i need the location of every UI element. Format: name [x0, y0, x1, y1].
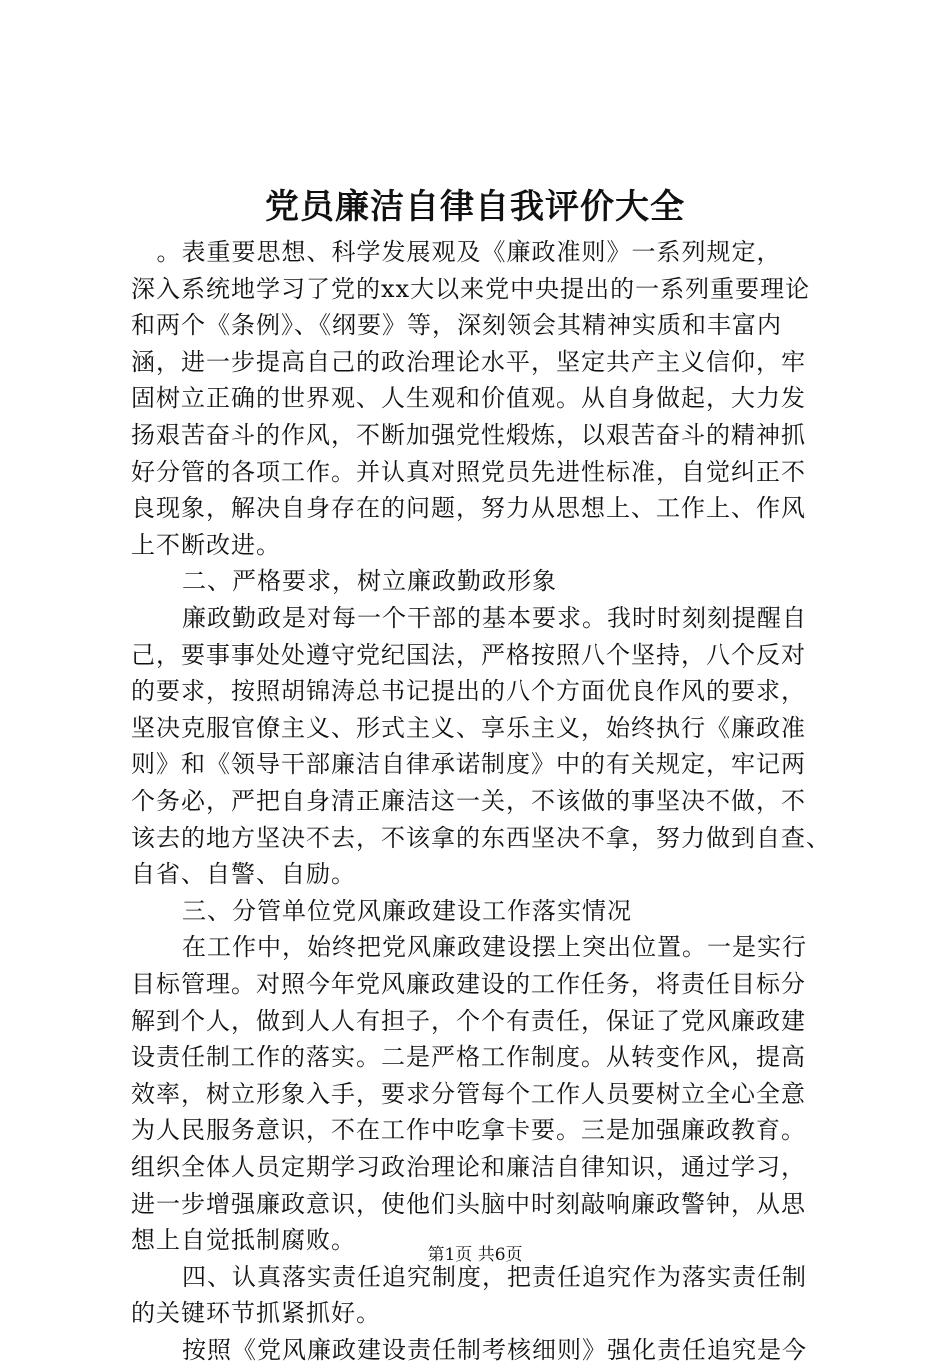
paragraph-line: 上不断改进。	[131, 530, 281, 559]
paragraph-line: 坚决克服官僚主义、形式主义、享乐主义，始终执行《廉政准	[131, 713, 806, 742]
paragraph-line: 好分管的各项工作。并认真对照党员先进性标准，自觉纠正不	[131, 457, 806, 486]
paragraph-line: 的要求，按照胡锦涛总书记提出的八个方面优良作风的要求，	[131, 677, 806, 706]
paragraph-line: 深入系统地学习了党的xx大以来党中央提出的一系列重要理论	[131, 274, 811, 303]
paragraph-line: 二、严格要求，树立廉政勤政形象	[182, 567, 557, 596]
paragraph-line: 设责任制工作的落实。二是严格工作制度。从转变作风，提高	[131, 1043, 806, 1072]
paragraph-line: 效率，树立形象入手，要求分管每个工作人员要树立全心全意	[131, 1079, 806, 1108]
paragraph-line: 按照《党风廉政建设责任制考核细则》强化责任追究是今	[182, 1336, 807, 1364]
paragraph-line: 良现象，解决自身存在的问题，努力从思想上、工作上、作风	[131, 494, 806, 523]
document-title: 党员廉洁自律自我评价大全	[265, 187, 685, 227]
paragraph-line: 扬艰苦奋斗的作风，不断加强党性煅炼，以艰苦奋斗的精神抓	[131, 421, 806, 449]
paragraph-line: 则》和《领导干部廉洁自律承诺制度》中的有关规定，牢记两	[131, 750, 806, 779]
paragraph-line: 想上自觉抵制腐败。	[131, 1226, 356, 1255]
page-number-footer: 第1页 共6页	[427, 1245, 523, 1265]
paragraph-line: 目标管理。对照今年党风廉政建设的工作任务，将责任目标分	[131, 970, 806, 998]
paragraph-line: 和两个《条例》、《纲要》等，深刻领会其精神实质和丰富内	[131, 311, 782, 340]
paragraph-line: 固树立正确的世界观、人生观和价值观。从自身做起，大力发	[131, 384, 806, 413]
paragraph-line: 三、分管单位党风廉政建设工作落实情况	[182, 896, 632, 925]
paragraph-line: 自省、自警、自励。	[131, 860, 356, 889]
paragraph-line: 在工作中，始终把党风廉政建设摆上突出位置。一是实行	[182, 933, 807, 962]
paragraph-line: 该去的地方坚决不去，不该拿的东西坚决不拿，努力做到自查、	[131, 823, 831, 852]
paragraph-line: 进一步增强廉政意识，使他们头脑中时刻敲响廉政警钟，从思	[131, 1189, 806, 1218]
paragraph-line: 组织全体人员定期学习政治理论和廉洁自律知识，通过学习，	[131, 1153, 806, 1181]
paragraph-line: 四、认真落实责任追究制度，把责任追究作为落实责任制	[182, 1262, 807, 1291]
paragraph-line: 涵，进一步提高自己的政治理论水平，坚定共产主义信仰，牢	[131, 347, 806, 376]
paragraph-line: 个务必，严把自身清正廉洁这一关，不该做的事坚决不做，不	[131, 787, 806, 815]
paragraph-line: 。表重要思想、科学发展观及《廉政准则》一系列规定，	[156, 238, 782, 266]
paragraph-line: 己，要事事处处遵守党纪国法，严格按照八个坚持，八个反对	[131, 640, 806, 669]
paragraph-line: 的关键环节抓紧抓好。	[131, 1299, 381, 1328]
paragraph-line: 为人民服务意识，不在工作中吃拿卡要。三是加强廉政教育。	[131, 1116, 806, 1145]
paragraph-line: 廉政勤政是对每一个干部的基本要求。我时时刻刻提醒自	[182, 604, 807, 632]
paragraph-line: 解到个人，做到人人有担子，个个有责任，保证了党风廉政建	[131, 1006, 806, 1035]
